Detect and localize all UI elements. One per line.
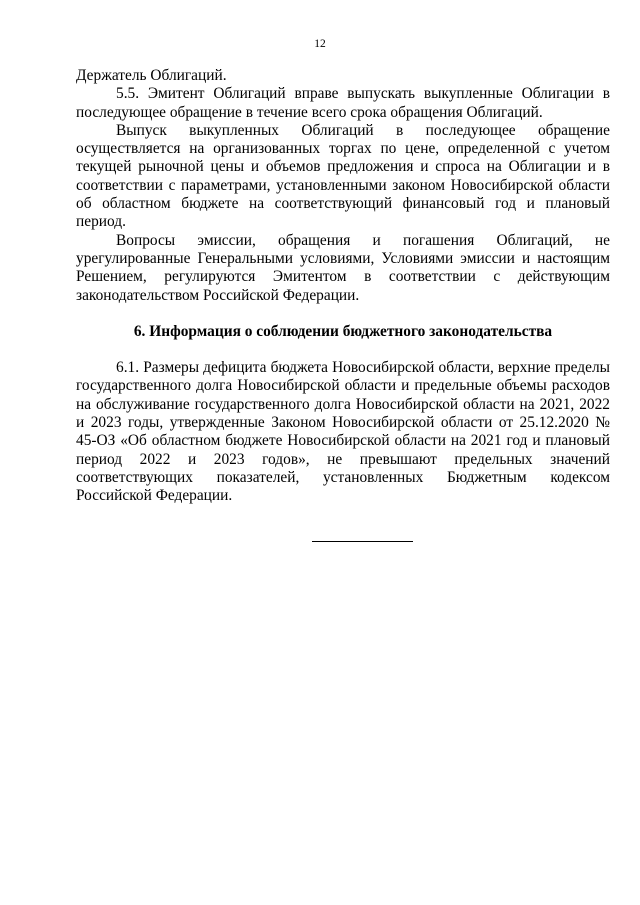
document-body	[76, 67, 610, 542]
paragraph-regulation: Вопросы эмиссии, обращения и погашения Облигаций, не урегулированные Генеральными условиями, Условиями эмиссии и настоящим Решением, регулируются Эмитентом в соответствии с действующим законодательством Российской Федерации.	[76, 231, 610, 304]
page-number: 12	[314, 38, 326, 50]
section-heading: 6. Информация о соблюдении бюджетного законодательства	[133, 322, 553, 340]
paragraph-5-5: 5.5. Эмитент Облигаций вправе выпускать выкупленные Облигации в последующее обращение в течение всего срока обращения Облигаций.	[76, 85, 610, 121]
paragraph-6-1: 6.1. Размеры дефицита бюджета Новосибирской области, верхние пределы государственного долга Новосибирской области и предельные объемы расходов на обслуживание государственного долга Новосибирской области на 2021, 2022 и 2023 годы, утвержденные Законом Новосибирской области от 25.12.2020 № 45-ОЗ «Об областном бюджете Новосибирской области на 2021 год и плановый период 2022 и 2023 годов», не превышают предельных значений соответствующих показателей, установленных Бюджетным кодексом Российской Федерации.	[76, 359, 610, 505]
paragraph-continuation: Держатель Облигаций.	[76, 67, 227, 84]
paragraph-reissue-terms: Выпуск выкупленных Облигаций в последующее обращение осуществляется на организованных торгах по цене, определенной с учетом текущей рыночной цены и объемов предложения и спроса на Облигации и в соответствии с параметрами, установленными законом Новосибирской области об областном бюджете на соответствующий финансовый год и плановый период.	[76, 121, 610, 231]
closing-rule	[312, 541, 413, 542]
